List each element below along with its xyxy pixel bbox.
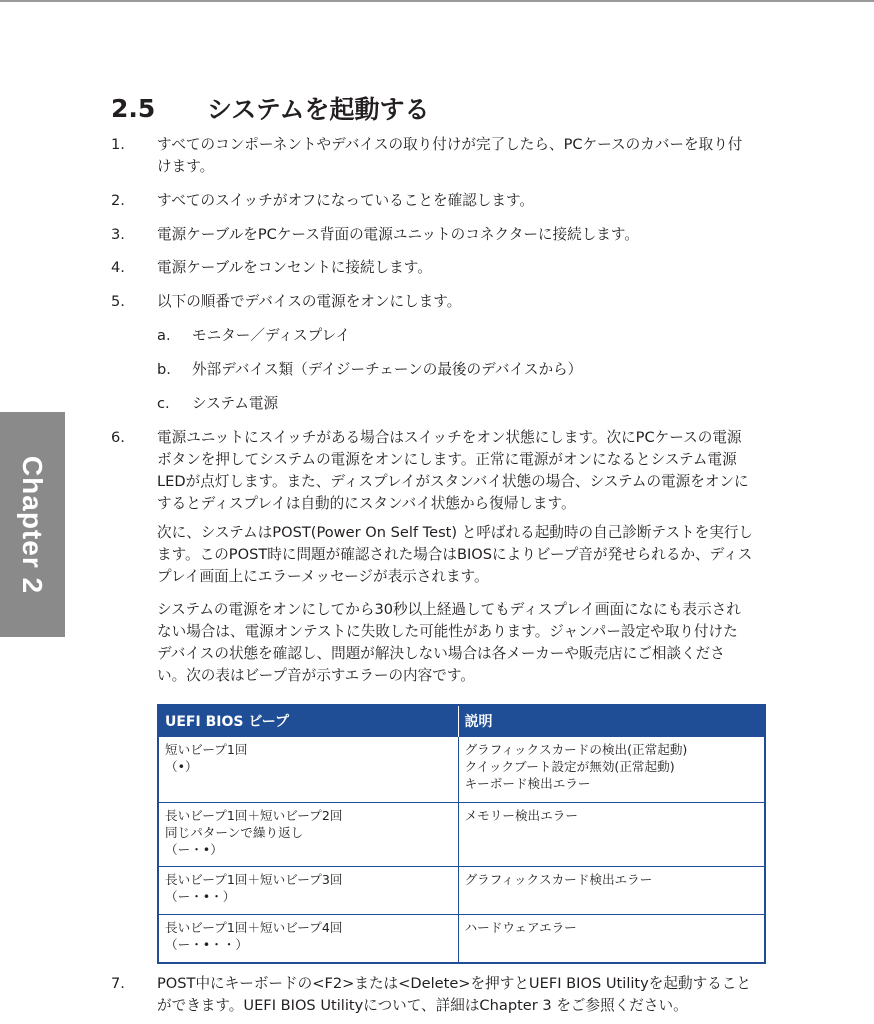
step-line: 電源ユニットにスイッチがある場合はスイッチをオン状態にします。次にPCケースの電源 (157, 429, 742, 446)
paragraph-line: ます。このPOST時に問題が確認された場合はBIOSによりビープ音が発せられるか、ディス (157, 546, 753, 563)
step-line: 電源ケーブルをコンセントに接続します。 (157, 259, 432, 276)
step-7 (111, 973, 771, 1017)
step-number: 6. (111, 429, 125, 446)
section-title: システムを起動する (207, 95, 430, 124)
paragraph-line: プレイ画面上にエラーメッセージが表示されます。 (157, 568, 489, 585)
step-line: けます。 (157, 158, 215, 175)
step-6 (111, 427, 771, 515)
step-5 (111, 291, 771, 313)
table-row (158, 915, 765, 963)
step-3 (111, 224, 771, 246)
step-text (157, 427, 771, 515)
step-line: すべてのスイッチがオフになっていることを確認します。 (157, 192, 534, 209)
step-line: 電源ケーブルをPCケース背面の電源ユニットのコネクターに接続します。 (157, 226, 639, 243)
chapter-side-tab (0, 412, 65, 637)
substep-letter: a. (157, 327, 171, 344)
step-line: ボタンを押してシステムの電源をオンにします。正常に電源がオンになるとシステム電源 (157, 451, 737, 468)
substep-text: モニター／ディスプレイ (192, 327, 351, 344)
paragraph-line: 次に、システムはPOST(Power On Self Test) と呼ばれる起動時の自己診断テストを実行し (157, 524, 754, 541)
cell-line: 同じパターンで繰り返し (165, 825, 304, 840)
step-number: 4. (111, 259, 125, 276)
substep-c (157, 393, 278, 415)
table-row (158, 867, 765, 915)
section-number: 2.5 (111, 93, 156, 123)
cell-line: （ー・•・） (165, 889, 236, 904)
substep-b (157, 359, 582, 381)
table-row (158, 737, 765, 803)
paragraph-line: デバイスの状態を確認し、問題が解決しない場合は各メーカーや販売店にご相談くださ (157, 645, 725, 662)
cell-line: メモリー検出エラー (464, 808, 578, 823)
beep-cell (158, 867, 458, 915)
step-1 (111, 134, 771, 178)
cell-line: 短いビープ1回 (165, 742, 248, 757)
description-cell (458, 915, 765, 963)
chapter-tab-label: Chapter 2 (17, 455, 49, 594)
cell-line: （ー・•） (165, 842, 223, 857)
description-cell (458, 867, 765, 915)
substep-letter: b. (157, 361, 171, 378)
substep-a (157, 325, 350, 347)
step-line: すべてのコンポーネントやデバイスの取り付けが完了したら、PCケースのカバーを取り付 (157, 136, 743, 153)
header-beep: UEFI BIOS ビープ (158, 705, 458, 737)
step-number: 5. (111, 293, 125, 310)
substep-text: 外部デバイス類（デイジーチェーンの最後のデバイスから） (192, 361, 583, 378)
substep-letter: c. (157, 395, 170, 412)
table-row (158, 803, 765, 867)
paragraph-line: い。次の表はビープ音が示すエラーの内容です。 (157, 667, 475, 684)
section-heading (111, 88, 430, 128)
step-number: 3. (111, 226, 125, 243)
cell-line: 長いビープ1回＋短いビープ2回 (165, 808, 343, 823)
step-line: LEDが点灯します。また、ディスプレイがスタンバイ状態の場合、システムの電源をオンに (157, 473, 749, 490)
cell-line: キーボード検出エラー (464, 776, 591, 791)
substep-text: システム電源 (192, 395, 279, 412)
header-description: 説明 (458, 705, 765, 737)
cell-line: ハードウェアエラー (464, 920, 577, 935)
cell-line: グラフィックスカードの検出(正常起動) (464, 742, 688, 757)
description-cell (458, 737, 765, 803)
step-line: 以下の順番でデバイスの電源をオンにします。 (157, 293, 462, 310)
step-line: するとディスプレイは自動的にスタンバイ状態から復帰します。 (157, 495, 576, 512)
cell-line: （•） (165, 759, 198, 774)
step-number: 1. (111, 136, 125, 153)
step-4 (111, 257, 771, 279)
top-rule (0, 0, 874, 2)
beep-cell (158, 803, 458, 867)
step-text (157, 134, 771, 178)
table-header-row (158, 705, 765, 737)
cell-line: グラフィックスカード検出エラー (464, 872, 653, 887)
cell-line: クイックブート設定が無効(正常起動) (464, 759, 675, 774)
step-number: 2. (111, 192, 125, 209)
troubleshoot-paragraph (157, 599, 769, 687)
step-number: 7. (111, 975, 125, 992)
step-line: ができます。UEFI BIOS Utilityについて、詳細はChapter 3 をご参照ください。 (157, 997, 688, 1014)
cell-line: 長いビープ1回＋短いビープ3回 (165, 872, 343, 887)
paragraph-line: システムの電源をオンにしてから30秒以上経過してもディスプレイ画面になにも表示され (157, 601, 741, 618)
post-paragraph (157, 522, 769, 588)
cell-line: （ー・•・・） (165, 937, 248, 952)
cell-line: 長いビープ1回＋短いビープ4回 (165, 920, 343, 935)
beep-cell (158, 915, 458, 963)
beep-code-table (157, 704, 766, 964)
paragraph-line: ない場合は、電源オンテストに失敗した可能性があります。ジャンパー設定や取り付けた (157, 623, 738, 640)
description-cell (458, 803, 765, 867)
step-text (157, 973, 771, 1017)
step-2 (111, 190, 771, 212)
beep-cell (158, 737, 458, 803)
step-line: POST中にキーボードの<F2>または<Delete>を押すとUEFI BIOS Utilityを起動すること (157, 975, 751, 992)
